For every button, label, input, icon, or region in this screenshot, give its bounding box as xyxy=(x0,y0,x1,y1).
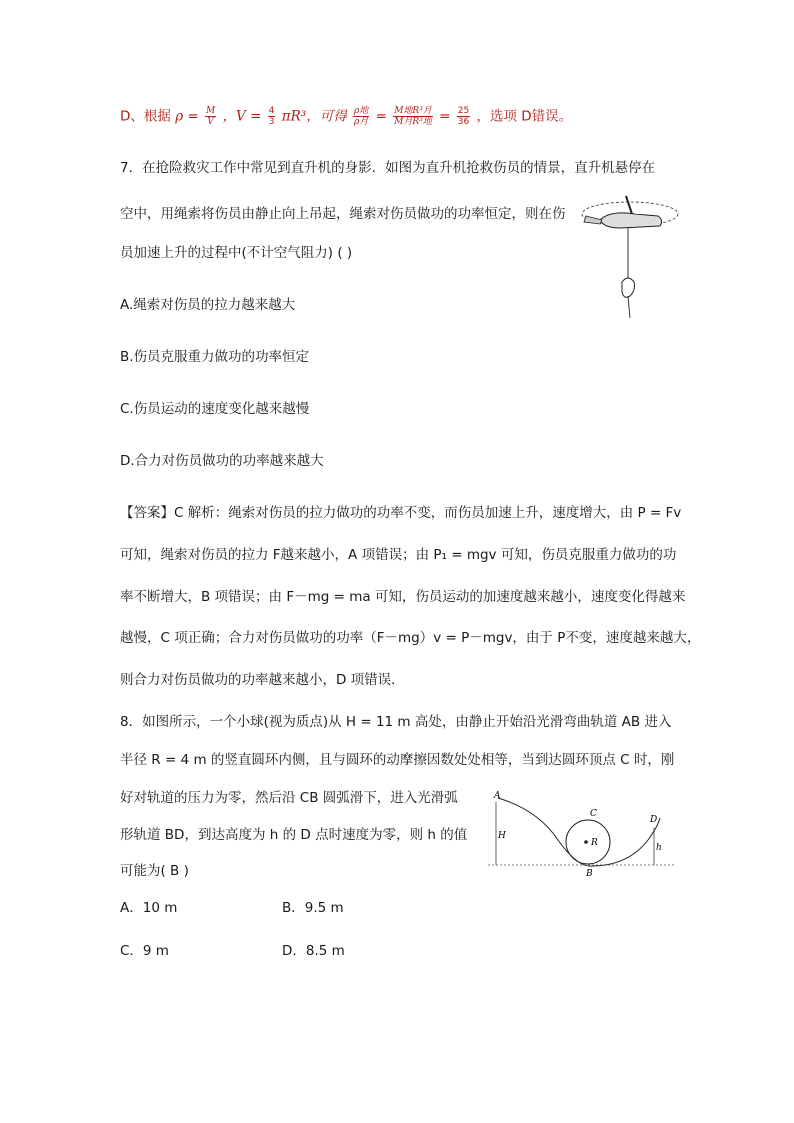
volume-rest: πR³，可得 xyxy=(281,108,347,125)
vertical-loop xyxy=(566,820,610,864)
helicopter-tail xyxy=(584,216,602,224)
q7-stem-line-2: 空中，用绳索将伤员由静止向上吊起，绳索对伤员做功的功率恒定，则在伤 xyxy=(120,206,566,222)
helicopter-body xyxy=(600,213,662,228)
d-option-analysis: D、根据 ρ = $\frac{M}{V}$ ，V = $\frac{4}{3}$ πR³，可得 $\frac{\text{ρ地}}{\text{ρ月}}$ = $\frac{\text{M地R³月}}{\text{M月R³地}}$ = $\frac{25}{36}$ ，选项 D错误。 xyxy=(120,106,573,127)
loop-track-figure xyxy=(488,790,676,880)
q7-stem-line-3: 员加速上升的过程中(不计空气阻力) ( ) xyxy=(120,245,353,261)
q7-answer-line-4: 越慢，C 项正确；合力对伤员做功的功率（F－mg）v = P－mgv，由于 P不变，速度越来越大， xyxy=(120,630,701,646)
q8-option-b: B．9.5 m xyxy=(282,900,344,916)
d-prefix: D、根据 xyxy=(120,108,171,125)
curved-track-ab xyxy=(498,798,592,866)
label-a: A xyxy=(494,791,501,801)
q7-option-c: C.伤员运动的速度变化越来越慢 xyxy=(120,401,310,417)
rotor-blade xyxy=(626,196,632,214)
q7-answer-line-3: 率不断增大，B 项错误；由 F－mg = ma 可知，伤员运动的加速度越来越小，速度变化得越来 xyxy=(120,589,686,605)
density-ratio: $\frac{\text{ρ地}}{\text{ρ月}}$ xyxy=(354,106,369,127)
q7-answer-line-2: 可知，绳索对伤员的拉力 F越来越小，A 项错误；由 P₁ = mgv 可知，伤员克服重力做功的功 xyxy=(120,547,677,563)
rho-symbol: ρ xyxy=(175,108,184,125)
q7-option-b: B.伤员克服重力做功的功率恒定 xyxy=(120,349,310,365)
q8-stem-line-4: 形轨道 BD，到达高度为 h 的 D 点时速度为零，则 h 的值 xyxy=(120,827,468,843)
label-H: H xyxy=(498,831,506,841)
rho-fraction: $\frac{M}{V}$ xyxy=(206,106,216,127)
q8-stem-line-1: 8．如图所示，一个小球(视为质点)从 H = 11 m 高处，由静止开始沿光滑弯曲轨道 AB 进入 xyxy=(120,714,672,730)
q8-stem-line-5: 可能为( B ) xyxy=(120,863,189,879)
injured-person xyxy=(622,278,635,297)
q8-stem-line-3: 好对轨道的压力为零，然后沿 CB 圆弧滑下，进入光滑弧 xyxy=(120,790,458,806)
q8-option-c: C．9 m xyxy=(120,943,169,959)
q7-option-a: A.绳索对伤员的拉力越来越大 xyxy=(120,297,296,313)
q8-option-d: D．8.5 m xyxy=(282,943,345,959)
label-b: B xyxy=(586,869,593,879)
volume-expr: ，V = xyxy=(222,108,262,125)
label-c: C xyxy=(590,809,597,819)
label-R: R xyxy=(591,838,598,848)
four-thirds-fraction: $\frac{4}{3}$ xyxy=(268,106,275,127)
q7-answer-line-1: 【答案】C 解析：绳索对伤员的拉力做功的功率不变，而伤员加速上升，速度增大，由 P = Fv xyxy=(120,505,682,521)
label-h: h xyxy=(656,843,662,853)
mass-radius-ratio: $\frac{\text{M地R³月}}{\text{M月R³地}}$ xyxy=(394,106,432,127)
loop-center xyxy=(584,840,588,844)
q7-option-d: D.合力对伤员做功的功率越来越大 xyxy=(120,453,324,469)
helicopter-rescue-figure xyxy=(580,192,680,322)
label-d: D xyxy=(650,815,658,825)
d-suffix: ，选项 D错误。 xyxy=(476,108,573,125)
q7-stem-line-1: 7．在抢险救灾工作中常见到直升机的身影．如图为直升机抢救伤员的情景，直升机悬停在 xyxy=(120,160,656,176)
q7-answer-line-5: 则合力对伤员做功的功率越来越小，D 项错误． xyxy=(120,672,405,688)
q8-option-a: A．10 m xyxy=(120,900,178,916)
result-fraction: $\frac{25}{36}$ xyxy=(457,106,470,127)
q8-stem-line-2: 半径 R = 4 m 的竖直圆环内侧，且与圆环的动摩擦因数处处相等，当到达圆环顶点 C 时，刚 xyxy=(120,752,675,768)
